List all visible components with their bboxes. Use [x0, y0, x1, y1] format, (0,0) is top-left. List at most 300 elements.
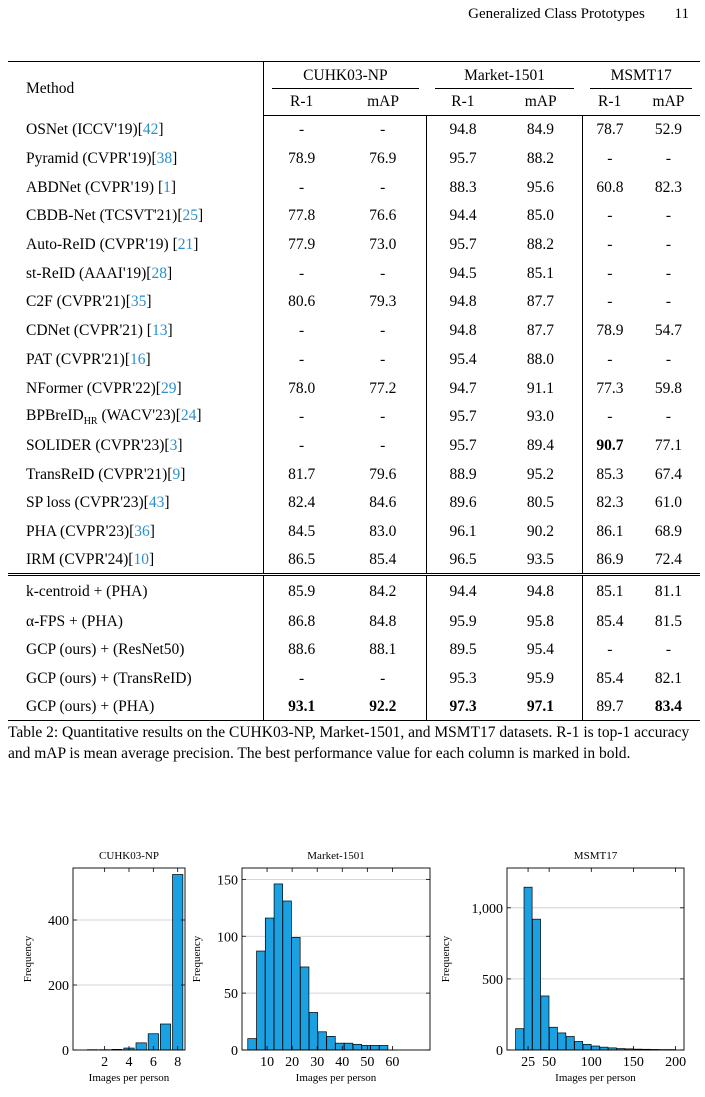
- cell-value: 86.8: [288, 612, 316, 630]
- citation-link[interactable]: 35: [130, 293, 147, 311]
- group-header-msmt17: MSMT17: [582, 62, 700, 90]
- x-axis-label: Images per person: [295, 1072, 377, 1084]
- cell-value: 95.6: [526, 178, 554, 196]
- cell-value: -: [380, 670, 386, 688]
- table-cell: [339, 317, 426, 346]
- citation-link[interactable]: 13: [151, 322, 168, 340]
- cell-value: 88.2: [526, 236, 554, 254]
- citation-bracket: ]: [158, 121, 164, 139]
- cell-value: 88.0: [526, 350, 554, 368]
- cell-value: -: [380, 121, 386, 139]
- citation-link[interactable]: 24: [180, 407, 197, 425]
- cell-value: 83.0: [369, 522, 397, 540]
- table-cell: [427, 546, 499, 575]
- page-number: 11: [674, 6, 689, 22]
- y-tick-label: 150: [217, 873, 238, 889]
- y-axis-label: Frequency: [440, 935, 452, 983]
- table-cell: [264, 231, 340, 260]
- table-cell: [264, 607, 340, 636]
- method-name: [8, 346, 264, 375]
- table-cell: [427, 403, 499, 432]
- cell-value: 94.8: [449, 322, 477, 340]
- citation-link[interactable]: 29: [160, 379, 177, 397]
- table-cell: [427, 259, 499, 288]
- cell-value: -: [607, 408, 613, 426]
- histogram-bar: [558, 1033, 566, 1050]
- cell-value: 91.1: [526, 379, 554, 397]
- table-cell: [427, 518, 499, 547]
- table-row: [8, 607, 700, 636]
- citation-bracket: ]: [196, 407, 202, 425]
- y-axis-label: Frequency: [191, 935, 203, 983]
- table-cell: [499, 202, 582, 231]
- table-row: [8, 518, 700, 547]
- table-cell: [637, 231, 700, 260]
- cell-value: 52.9: [654, 121, 683, 139]
- histogram-bar: [516, 1029, 524, 1050]
- histogram-bar: [532, 919, 540, 1050]
- table-cell: [582, 636, 637, 665]
- method-label: Pyramid (CVPR'19)[: [26, 150, 157, 168]
- method-name: [8, 288, 264, 317]
- table-cell: [582, 231, 637, 260]
- citation-bracket: ]: [172, 150, 178, 168]
- cell-value: 97.1: [526, 697, 554, 715]
- cell-value: 85.4: [596, 612, 624, 630]
- histogram-figure: [0, 835, 705, 1097]
- histogram-bar: [327, 1036, 336, 1050]
- citation-bracket: ]: [149, 522, 155, 540]
- table-cell: [499, 460, 582, 489]
- citation-link[interactable]: 28: [151, 264, 167, 282]
- cell-value: 84.8: [369, 612, 397, 630]
- table-cell: [264, 636, 340, 665]
- table-row: [8, 403, 700, 432]
- table-cell: [582, 346, 637, 375]
- table-cell: [427, 288, 499, 317]
- x-tick-label: 40: [335, 1055, 350, 1070]
- cell-value: 82.3: [596, 494, 624, 512]
- table-cell: [427, 173, 499, 202]
- table-row: [8, 317, 700, 346]
- y-tick-label: 200: [48, 979, 69, 994]
- cell-value: 95.7: [449, 150, 477, 168]
- table-cell: [499, 636, 582, 665]
- cell-value: 87.7: [526, 322, 554, 340]
- cell-value: 77.8: [288, 207, 316, 225]
- table-cell: [637, 546, 700, 575]
- cell-value: -: [665, 293, 672, 311]
- table-cell: [637, 665, 700, 694]
- x-tick-label: 50: [542, 1055, 557, 1070]
- method-name: [8, 518, 264, 547]
- cell-value: 94.4: [449, 207, 477, 225]
- cell-value: -: [607, 264, 613, 282]
- cell-value: -: [665, 207, 672, 225]
- cell-value: 96.5: [449, 550, 477, 568]
- cell-value: 80.6: [288, 293, 316, 311]
- cell-value: 81.1: [654, 582, 683, 600]
- citation-link[interactable]: 21: [177, 236, 194, 254]
- col-header: R-1: [264, 89, 340, 116]
- cell-value: 82.4: [288, 494, 316, 512]
- citation-link[interactable]: 3: [169, 436, 178, 454]
- table-cell: [339, 607, 426, 636]
- table-cell: [499, 231, 582, 260]
- chart-title: MSMT17: [573, 850, 618, 862]
- x-tick-label: 200: [665, 1055, 687, 1070]
- cell-value: 81.5: [654, 612, 683, 630]
- citation-bracket: ]: [180, 465, 186, 483]
- cell-value: 95.4: [449, 350, 477, 368]
- method-label: k-centroid + (PHA): [26, 582, 148, 600]
- citation-bracket: ]: [148, 550, 155, 568]
- table-cell: [582, 116, 637, 145]
- y-tick-label: 400: [48, 914, 69, 929]
- table-row: [8, 460, 700, 489]
- x-tick-label: 6: [149, 1055, 157, 1070]
- page-header: [468, 6, 689, 23]
- citation-link[interactable]: 36: [134, 522, 150, 540]
- cell-value: 78.7: [596, 121, 624, 139]
- table-cell: [339, 546, 426, 575]
- method-label: GCP (ours) + (PHA): [26, 697, 155, 715]
- cell-value: 87.7: [526, 293, 554, 311]
- table-cell: [427, 636, 499, 665]
- method-name: [8, 546, 264, 575]
- method-name: [8, 665, 264, 694]
- cell-value: 85.0: [526, 207, 554, 225]
- method-label: st-ReID (AAAI'19)[: [26, 264, 152, 282]
- y-tick-label: 0: [231, 1044, 238, 1059]
- col-header: mAP: [499, 89, 582, 116]
- histogram-bar: [265, 918, 274, 1050]
- table-cell: [264, 575, 340, 608]
- table-row: [8, 374, 700, 403]
- cell-value: 93.1: [288, 697, 316, 715]
- cell-value: 85.9: [288, 582, 316, 600]
- x-tick-label: 8: [174, 1055, 182, 1070]
- cell-value: -: [299, 264, 305, 282]
- x-tick-label: 60: [385, 1055, 400, 1070]
- table-cell: [499, 374, 582, 403]
- cell-value: 95.7: [449, 408, 477, 426]
- citation-bracket: ]: [198, 207, 204, 225]
- method-label: GCP (ours) + (ResNet50): [26, 641, 185, 659]
- cell-value: 86.9: [596, 550, 624, 568]
- table-row: [8, 693, 700, 721]
- method-name: [8, 693, 264, 721]
- method-label: ABDNet (CVPR'19) [: [26, 178, 164, 196]
- cell-value: 84.6: [369, 494, 397, 512]
- histogram-bar: [283, 901, 292, 1050]
- method-header: Method: [8, 62, 264, 116]
- table-cell: [264, 546, 340, 575]
- x-tick-label: 50: [360, 1055, 375, 1070]
- citation-link[interactable]: 43: [148, 494, 165, 512]
- results-table: [8, 61, 700, 721]
- cell-value: 84.2: [369, 582, 397, 600]
- table-cell: [427, 460, 499, 489]
- table-row: [8, 489, 700, 518]
- cell-value: 95.9: [449, 612, 477, 630]
- cell-value: 81.7: [288, 465, 316, 483]
- x-tick-label: 25: [521, 1055, 536, 1070]
- histogram-bar: [136, 1043, 146, 1050]
- our-rows: [8, 575, 700, 721]
- table-cell: [637, 575, 700, 608]
- table-cell: [637, 346, 700, 375]
- table-cell: [582, 693, 637, 721]
- cell-value: 85.3: [596, 465, 624, 483]
- cell-value: 78.0: [288, 379, 316, 397]
- citation-link[interactable]: 42: [142, 121, 159, 139]
- cell-value: 94.7: [449, 379, 477, 397]
- col-header: R-1: [427, 89, 499, 116]
- cell-value: -: [665, 150, 672, 168]
- citation-link[interactable]: 25: [182, 207, 198, 225]
- table-cell: [499, 489, 582, 518]
- table-cell: [582, 575, 637, 608]
- cell-value: 92.2: [369, 697, 397, 715]
- histogram-bar: [362, 1045, 371, 1050]
- citation-link[interactable]: 9: [172, 465, 181, 483]
- citation-bracket: ]: [193, 236, 199, 254]
- table-cell: [427, 145, 499, 174]
- cell-value: 80.5: [526, 494, 554, 512]
- method-label: NFormer (CVPR'22)[: [26, 379, 161, 397]
- table-cell: [339, 346, 426, 375]
- table-cell: [637, 145, 700, 174]
- citation-link[interactable]: 1: [163, 178, 171, 196]
- citation-bracket: ]: [167, 322, 173, 340]
- histogram-bar: [575, 1041, 583, 1050]
- cell-value: 84.9: [526, 121, 554, 139]
- cell-value: -: [665, 350, 672, 368]
- table-cell: [499, 317, 582, 346]
- table-cell: [582, 489, 637, 518]
- method-label-venue: (WACV'23)[: [97, 407, 181, 425]
- method-label: CDNet (CVPR'21) [: [26, 322, 152, 340]
- table-cell: [637, 259, 700, 288]
- cell-value: 89.6: [449, 494, 477, 512]
- cell-value: -: [380, 264, 386, 282]
- cell-value: -: [299, 436, 305, 454]
- method-name: [8, 259, 264, 288]
- table-cell: [427, 346, 499, 375]
- histogram-bar: [541, 996, 549, 1050]
- cell-value: 88.1: [369, 641, 397, 659]
- histogram-bar: [524, 887, 532, 1050]
- chart-title: CUHK03-NP: [99, 850, 159, 862]
- table-cell: [264, 317, 340, 346]
- y-tick-label: 500: [482, 972, 503, 988]
- table-cell: [582, 607, 637, 636]
- histogram-bar: [309, 1012, 318, 1050]
- table-cell: [582, 518, 637, 547]
- table-cell: [427, 374, 499, 403]
- method-name: [8, 145, 264, 174]
- histogram-bar: [353, 1044, 362, 1050]
- table-cell: [582, 202, 637, 231]
- citation-link[interactable]: 10: [133, 550, 149, 568]
- method-name: [8, 202, 264, 231]
- table-cell: [637, 636, 700, 665]
- table-cell: [339, 259, 426, 288]
- table-cell: [499, 518, 582, 547]
- cell-value: 79.6: [369, 465, 397, 483]
- table-cell: [339, 489, 426, 518]
- cell-value: 76.6: [369, 207, 397, 225]
- cell-value: 94.8: [449, 121, 477, 139]
- method-label: BPBreID: [26, 407, 84, 425]
- x-tick-label: 20: [285, 1055, 300, 1070]
- histogram-bar: [583, 1044, 591, 1050]
- histogram-bar: [318, 1032, 327, 1050]
- citation-link[interactable]: 38: [156, 150, 173, 168]
- table-cell: [499, 346, 582, 375]
- cell-value: 77.2: [369, 379, 397, 397]
- y-tick-label: 100: [217, 930, 238, 946]
- cell-value: 97.3: [449, 697, 477, 715]
- table-cell: [499, 432, 582, 461]
- table-cell: [264, 489, 340, 518]
- cell-value: 82.1: [654, 670, 683, 688]
- table-cell: [264, 665, 340, 694]
- citation-bracket: ]: [164, 494, 170, 512]
- cell-value: 90.7: [596, 436, 624, 454]
- table-row: [8, 259, 700, 288]
- cell-value: 86.1: [596, 522, 624, 540]
- table-cell: [499, 259, 582, 288]
- table-cell: [637, 374, 700, 403]
- table-cell: [339, 432, 426, 461]
- histogram-bar: [274, 884, 283, 1050]
- table-cell: [339, 116, 426, 145]
- histogram-bar: [566, 1036, 574, 1050]
- method-label: SP loss (CVPR'23)[: [26, 494, 149, 512]
- table-cell: [427, 489, 499, 518]
- table-row: [8, 231, 700, 260]
- cell-value: 86.5: [288, 550, 316, 568]
- histogram-bar: [160, 1024, 170, 1050]
- table-cell: [339, 231, 426, 260]
- citation-link[interactable]: 16: [130, 350, 146, 368]
- table-cell: [339, 693, 426, 721]
- table-cell: [637, 432, 700, 461]
- table-cell: [264, 173, 340, 202]
- table-cell: [264, 346, 340, 375]
- histogram-bar: [344, 1043, 353, 1050]
- table-cell: [499, 145, 582, 174]
- citation-bracket: ]: [176, 379, 182, 397]
- method-label: C2F (CVPR'21)[: [26, 293, 131, 311]
- table-cell: [427, 202, 499, 231]
- table-cell: [427, 432, 499, 461]
- table-cell: [264, 202, 340, 231]
- sota-rows: [8, 116, 700, 575]
- method-name: [8, 607, 264, 636]
- histogram-bar: [300, 967, 309, 1050]
- table-row: [8, 636, 700, 665]
- cell-value: 95.8: [526, 612, 554, 630]
- cell-value: -: [299, 350, 305, 368]
- table-cell: [582, 317, 637, 346]
- cell-value: 95.7: [449, 436, 477, 454]
- method-label: TransReID (CVPR'21)[: [26, 465, 173, 483]
- table-cell: [637, 288, 700, 317]
- method-name: [8, 489, 264, 518]
- table-cell: [499, 116, 582, 145]
- cell-value: -: [299, 670, 305, 688]
- cell-value: -: [665, 641, 672, 659]
- table-cell: [637, 460, 700, 489]
- table-cell: [339, 173, 426, 202]
- table-row: [8, 665, 700, 694]
- method-label: PAT (CVPR'21)[: [26, 350, 131, 368]
- histogram-bar: [379, 1045, 388, 1050]
- table-row: [8, 145, 700, 174]
- table-cell: [499, 693, 582, 721]
- histogram-bar: [549, 1027, 557, 1050]
- cell-value: -: [665, 408, 672, 426]
- cell-value: 61.0: [654, 494, 683, 512]
- cell-value: 93.5: [526, 550, 554, 568]
- table-cell: [499, 665, 582, 694]
- table-cell: [637, 518, 700, 547]
- table-cell: [499, 575, 582, 608]
- method-name: [8, 116, 264, 145]
- cell-value: 82.3: [654, 178, 683, 196]
- cell-value: 78.9: [596, 322, 624, 340]
- citation-bracket: ]: [177, 436, 183, 454]
- method-name: [8, 460, 264, 489]
- method-name: [8, 173, 264, 202]
- table-cell: [339, 145, 426, 174]
- cell-value: 85.1: [596, 582, 624, 600]
- method-label: Auto-ReID (CVPR'19) [: [26, 236, 178, 254]
- citation-bracket: ]: [146, 293, 152, 311]
- cell-value: 67.4: [654, 465, 683, 483]
- cell-value: 83.4: [654, 697, 683, 715]
- table-cell: [264, 693, 340, 721]
- x-tick-label: 150: [622, 1055, 644, 1070]
- table-cell: [637, 693, 700, 721]
- method-name: [8, 575, 264, 608]
- cell-value: -: [380, 350, 386, 368]
- cell-value: -: [607, 641, 613, 659]
- table-cell: [264, 259, 340, 288]
- cell-value: 95.7: [449, 236, 477, 254]
- col-header: mAP: [339, 89, 426, 116]
- table-row: [8, 288, 700, 317]
- cell-value: 88.6: [288, 641, 316, 659]
- table-row: [8, 346, 700, 375]
- x-tick-label: 4: [125, 1055, 133, 1070]
- cell-value: 60.8: [596, 178, 624, 196]
- table-cell: [427, 607, 499, 636]
- cell-value: -: [607, 293, 613, 311]
- table-caption: Table 2: Quantitative results on the CUHK03-NP, Market-1501, and MSMT17 datasets. R-1 is top-1 accuracy and mAP is mean average precision. The best performance value for each column is marked in bold.: [8, 724, 690, 762]
- citation-bracket: ]: [170, 178, 177, 196]
- method-name: [8, 317, 264, 346]
- table-cell: [427, 231, 499, 260]
- table-cell: [427, 575, 499, 608]
- method-name: [8, 403, 264, 432]
- table-cell: [264, 374, 340, 403]
- x-tick-label: 30: [310, 1055, 325, 1070]
- cell-value: -: [665, 236, 672, 254]
